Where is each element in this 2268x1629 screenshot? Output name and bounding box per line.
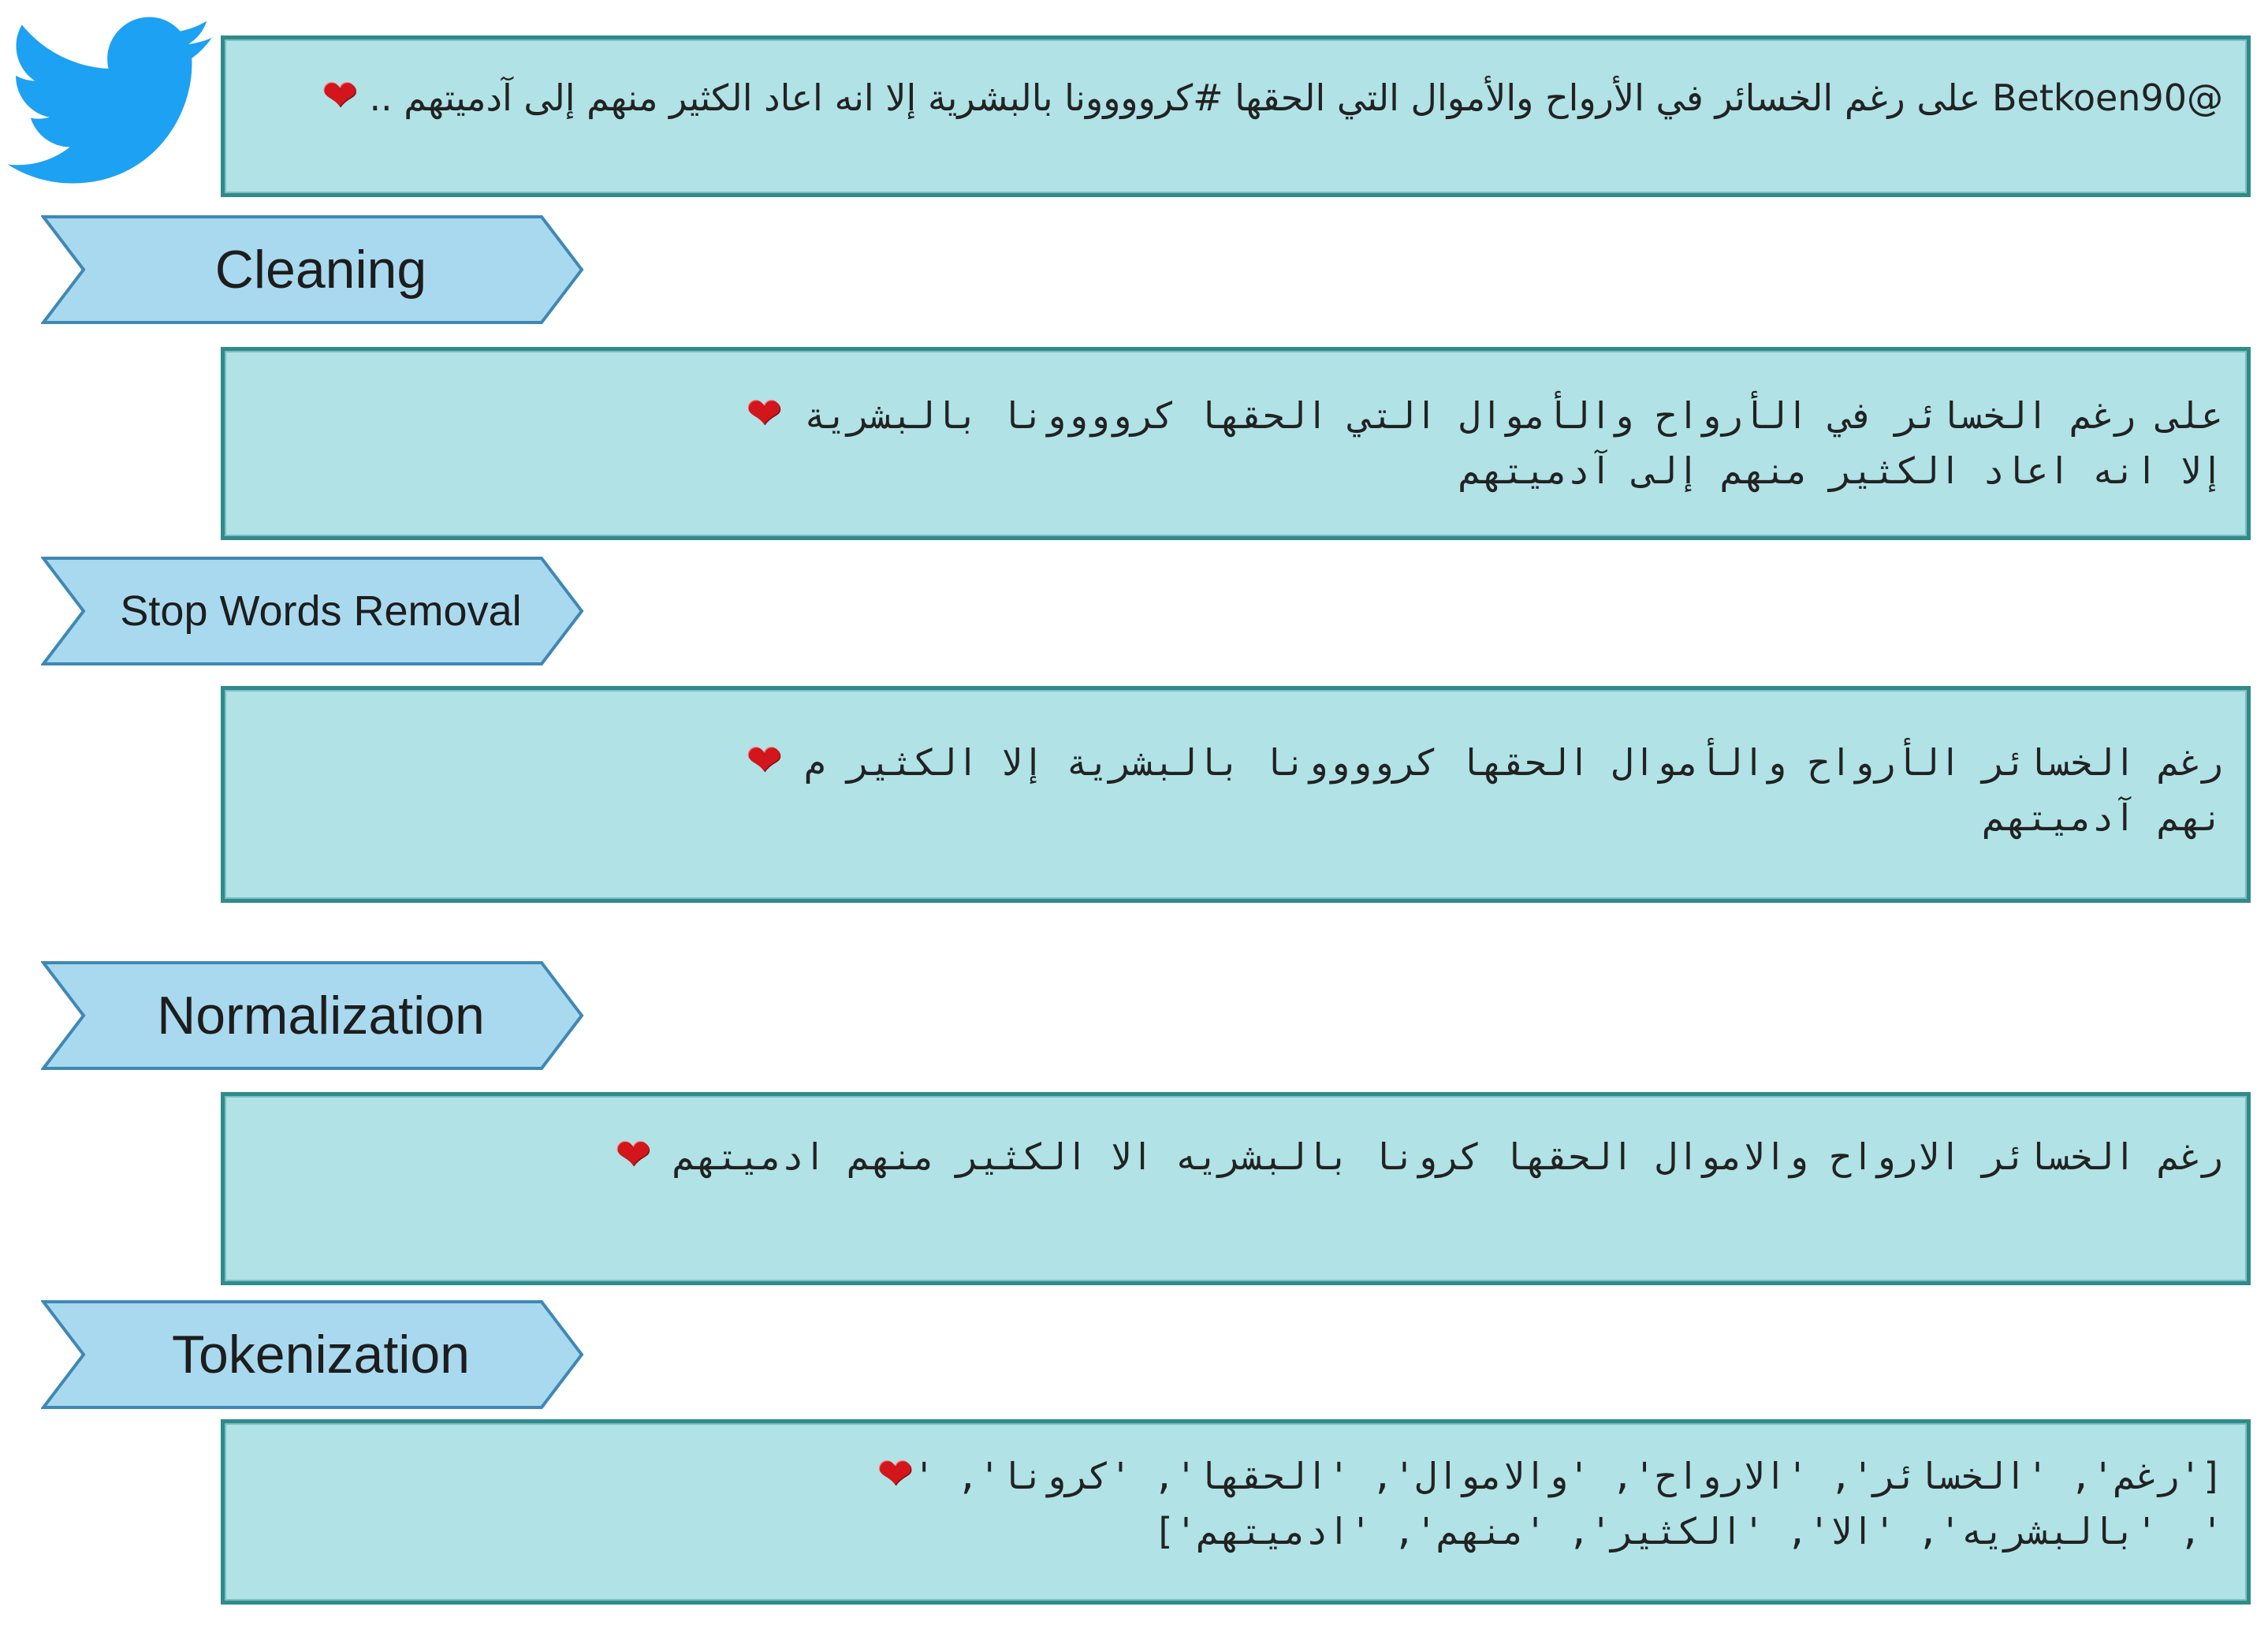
- step-tokenization: [41, 1299, 585, 1410]
- text-line: رغم الخسائر الارواح والاموال الحقها كرونا بالبشريه الا الكثير منهم ادميتهم: [672, 1135, 2223, 1178]
- stop-words-output-text: [248, 733, 2223, 845]
- tweet-box: [221, 35, 2251, 197]
- heart-icon: ❤: [322, 71, 358, 121]
- tweet-text-content: @Betkoen90 على رغم الخسائر في الأرواح والأموال التي الحقها #كروووونا بالبشرية إلا انه اعاد الكثير منهم إلى آدميتهم ..: [369, 76, 2223, 119]
- step-label: Cleaning: [214, 240, 427, 300]
- tokenization-output-text: [248, 1447, 2223, 1559]
- step-label: Normalization: [157, 986, 485, 1046]
- heart-icon: ❤: [877, 1449, 914, 1499]
- text-line: نهم آدميتهم: [1983, 796, 2223, 839]
- heart-icon: ❤: [615, 1130, 651, 1180]
- text-line: على رغم الخسائر في الأرواح والأموال التي الحقها كروووونا بالبشرية: [803, 394, 2223, 437]
- heart-icon: ❤: [746, 736, 783, 785]
- cleaning-output-box: [221, 347, 2251, 540]
- text-line: إلا انه اعاد الكثير منهم إلى آدميتهم: [1458, 449, 2223, 492]
- stop-words-output-box: [221, 686, 2251, 903]
- step-normalization: [41, 960, 585, 1071]
- step-label: Stop Words Removal: [120, 587, 522, 635]
- text-line: ['رغم', 'الخسائر', 'الارواح', 'والاموال', 'الحقها', 'كرونا', ': [913, 1455, 2223, 1497]
- step-stop-words-removal: [41, 556, 585, 666]
- cleaning-output-text: [248, 386, 2223, 498]
- twitter-bird-icon: [8, 16, 213, 189]
- text-line: ', 'بالبشريه', 'الا', 'الكثير', 'منهم', 'ادميتهم']: [1153, 1510, 2223, 1553]
- normalization-output-box: [221, 1092, 2251, 1285]
- text-line: رغم الخسائر الأرواح والأموال الحقها كروووونا بالبشرية إلا الكثير م: [803, 741, 2223, 784]
- step-cleaning: [41, 214, 585, 325]
- tweet-text: [248, 73, 2223, 121]
- normalization-output-text: [248, 1128, 2223, 1184]
- heart-icon: ❤: [746, 389, 783, 438]
- tokenization-output-box: [221, 1419, 2251, 1605]
- step-label: Tokenization: [171, 1325, 471, 1385]
